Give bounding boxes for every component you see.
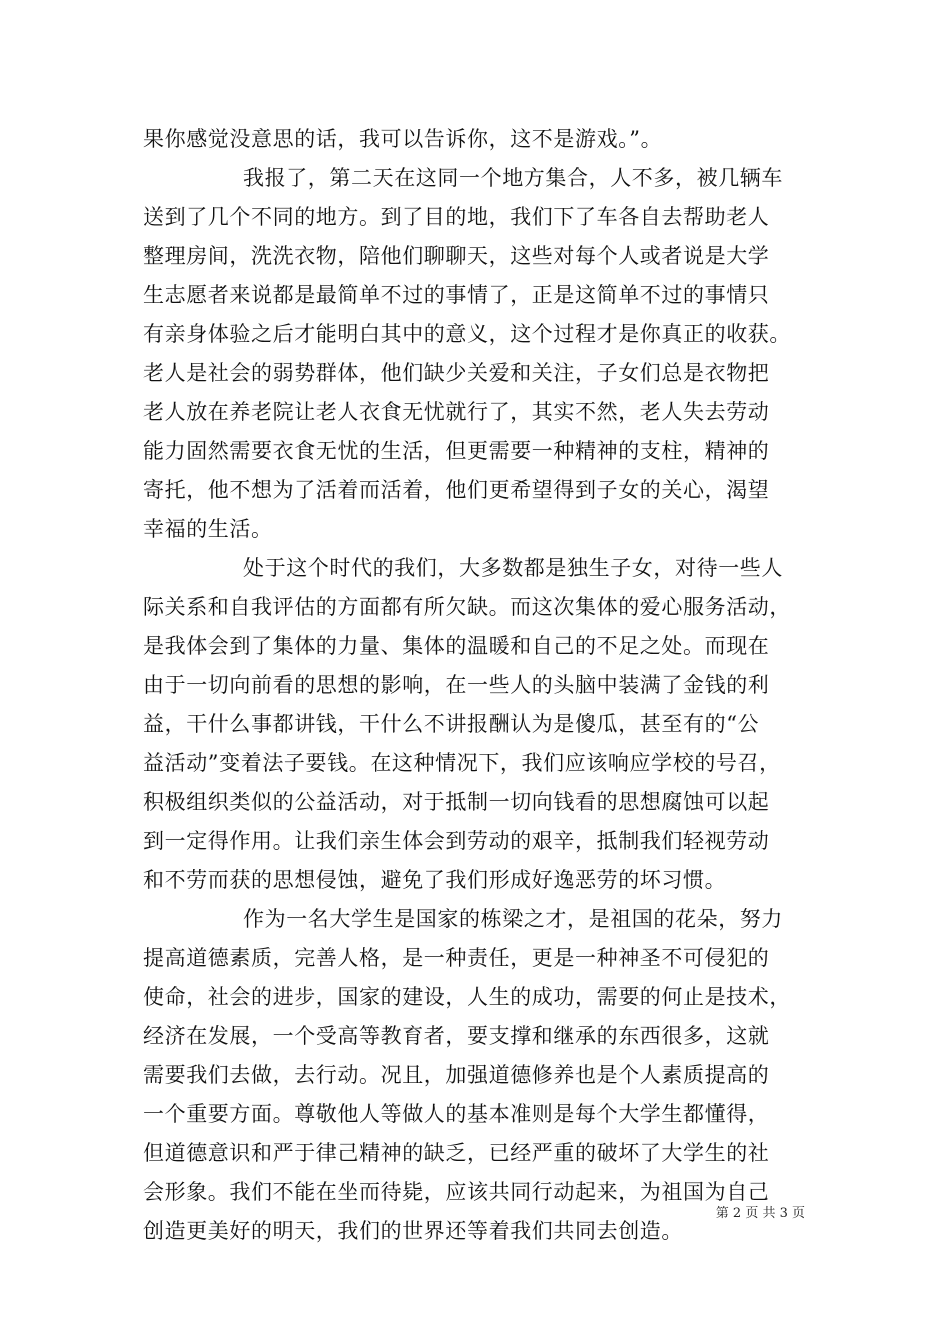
text-line: 有亲身体验之后才能明白其中的意义，这个过程才是你真正的收获。: [143, 322, 791, 346]
text-line: 和不劳而获的思想侵蚀，避免了我们形成好逸恶劳的坏习惯。: [143, 868, 727, 892]
text-line: 益活动”变着法子要钱。在这种情况下，我们应该响应学校的号召，: [143, 751, 781, 775]
text-line: 积极组织类似的公益活动，对于抵制一切向钱看的思想腐蚀可以起: [143, 790, 770, 814]
text-line: 果你感觉没意思的话，我可以告诉你，这不是游戏。”。: [143, 127, 663, 151]
text-line: 老人是社会的弱势群体，他们缺少关爱和关注，子女们总是衣物把: [143, 361, 770, 385]
page-number: 第 2 页 共 3 页: [715, 1206, 805, 1221]
text-line: 老人放在养老院让老人衣食无忧就行了，其实不然，老人失去劳动: [143, 400, 770, 424]
text-line: 需要我们去做，去行动。况且，加强道德修养也是个人素质提高的: [143, 1063, 770, 1087]
text-line: 际关系和自我评估的方面都有所欠缺。而这次集体的爱心服务活动，: [143, 595, 791, 619]
text-line: 一个重要方面。尊敬他人等做人的基本准则是每个大学生都懂得，: [143, 1102, 770, 1126]
text-line: 使命，社会的进步，国家的建设，人生的成功，需要的何止是技术，: [143, 985, 791, 1009]
paragraph-start-line: 作为一名大学生是国家的栋梁之才，是祖国的花朵，努力: [243, 907, 783, 931]
text-line: 到一定得作用。让我们亲生体会到劳动的艰辛，抵制我们轻视劳动: [143, 829, 770, 853]
text-line: 提高道德素质，完善人格，是一种责任，更是一种神圣不可侵犯的: [143, 946, 770, 970]
text-line: 生志愿者来说都是最简单不过的事情了，正是这简单不过的事情只: [143, 283, 770, 307]
text-line: 经济在发展，一个受高等教育者，要支撑和继承的东西很多，这就: [143, 1024, 770, 1048]
text-line: 是我体会到了集体的力量、集体的温暖和自己的不足之处。而现在: [143, 634, 770, 658]
text-line: 由于一切向前看的思想的影响，在一些人的头脑中装满了金钱的利: [143, 673, 770, 697]
body-text: [143, 120, 823, 1251]
text-line: 创造更美好的明天，我们的世界还等着我们共同去创造。: [143, 1219, 683, 1243]
paragraph-start-line: 我报了，第二天在这同一个地方集合，人不多，被几辆车: [243, 166, 783, 190]
text-line: 会形象。我们不能在坐而待毙，应该共同行动起来，为祖国为自己: [143, 1180, 770, 1204]
text-line: 幸福的生活。: [143, 517, 273, 541]
paragraph-start-line: 处于这个时代的我们，大多数都是独生子女，对待一些人: [243, 556, 783, 580]
text-line: 能力固然需要衣食无忧的生活，但更需要一种精神的支柱，精神的: [143, 439, 770, 463]
text-line: 送到了几个不同的地方。到了目的地，我们下了车各自去帮助老人: [143, 205, 770, 229]
text-line: 但道德意识和严于律己精神的缺乏，已经严重的破坏了大学生的社: [143, 1141, 770, 1165]
text-line: 整理房间，洗洗衣物，陪他们聊聊天，这些对每个人或者说是大学: [143, 244, 770, 268]
text-line: 寄托，他不想为了活着而活着，他们更希望得到子女的关心，渴望: [143, 478, 770, 502]
text-line: 益，干什么事都讲钱，干什么不讲报酬认为是傻瓜，甚至有的“公: [143, 712, 760, 736]
